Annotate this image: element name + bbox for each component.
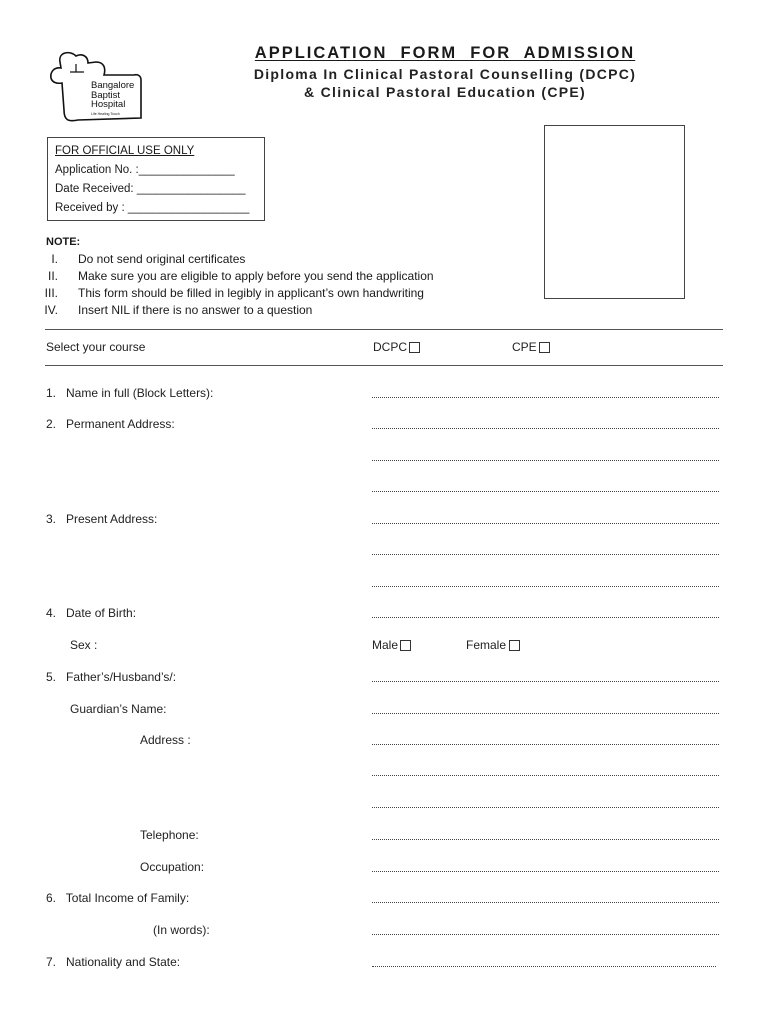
dcpc-option[interactable] <box>373 340 420 354</box>
logo-line: Bangalore <box>91 80 135 91</box>
note-number: III. <box>44 286 58 300</box>
official-use-heading: FOR OFFICIAL USE ONLY <box>55 145 195 157</box>
guardian-name-input-line[interactable] <box>372 713 719 714</box>
family-income-input-line[interactable] <box>372 902 719 903</box>
income-in-words-label: (In words): <box>153 923 210 937</box>
guardian-address-line-1[interactable] <box>372 744 719 745</box>
name-label: 1. Name in full (Block Letters): <box>46 386 214 400</box>
note-number: IV. <box>44 303 58 317</box>
note-number: II. <box>47 269 58 283</box>
note-text: This form should be filled in legibly in applicant’s own handwriting <box>78 286 424 300</box>
nationality-state-input-line[interactable] <box>372 966 716 967</box>
course-label: Select your course <box>46 340 146 354</box>
male-option[interactable] <box>372 638 411 652</box>
dcpc-label: DCPC <box>373 340 408 354</box>
female-checkbox[interactable] <box>509 640 520 651</box>
nationality-state-label: 7. Nationality and State: <box>46 955 181 969</box>
present-address-line-2[interactable] <box>372 554 719 555</box>
form-title: APPLICATION FORM FOR ADMISSION <box>254 44 636 62</box>
note-text: Do not send original certificates <box>78 252 246 266</box>
official-use-box <box>47 137 265 221</box>
sex-label: Sex : <box>70 638 98 652</box>
guardian-address-label: Address : <box>140 733 191 747</box>
logo-tagline: Life Healing Touch <box>91 112 120 116</box>
divider <box>45 329 723 330</box>
occupation-label: Occupation: <box>140 860 205 874</box>
dcpc-checkbox[interactable] <box>409 342 420 353</box>
note-text: Make sure you are eligible to apply before you send the application <box>78 269 434 283</box>
guardian-address-line-3[interactable] <box>372 807 719 808</box>
note-item <box>36 286 424 300</box>
cpe-option[interactable] <box>512 340 550 354</box>
note-item <box>36 252 245 266</box>
dob-label: 4. Date of Birth: <box>46 606 137 620</box>
female-option[interactable] <box>466 638 520 652</box>
date-received-field[interactable]: Date Received: _________________ <box>55 183 246 195</box>
note-number: I. <box>51 252 58 266</box>
occupation-input-line[interactable] <box>372 871 719 872</box>
female-label: Female <box>466 638 507 652</box>
cpe-checkbox[interactable] <box>539 342 550 353</box>
present-address-label: 3. Present Address: <box>46 512 158 526</box>
form-subtitle-2: & Clinical Pastoral Education (CPE) <box>304 84 586 100</box>
note-text: Insert NIL if there is no answer to a question <box>78 303 313 317</box>
note-title: NOTE: <box>46 236 81 248</box>
name-input-line[interactable] <box>372 397 719 398</box>
income-in-words-input-line[interactable] <box>372 934 719 935</box>
telephone-label: Telephone: <box>140 828 199 842</box>
telephone-input-line[interactable] <box>372 839 719 840</box>
dob-input-line[interactable] <box>372 617 719 618</box>
father-husband-label: 5. Father’s/Husband’s/: <box>46 670 177 684</box>
note-item <box>36 269 434 283</box>
guardian-name-label: Guardian’s Name: <box>70 702 167 716</box>
present-address-line-1[interactable] <box>372 523 719 524</box>
present-address-line-3[interactable] <box>372 586 719 587</box>
permanent-address-line-3[interactable] <box>372 491 719 492</box>
note-item <box>36 303 312 317</box>
photo-box[interactable] <box>544 125 685 299</box>
family-income-label: 6. Total Income of Family: <box>46 891 190 905</box>
male-label: Male <box>372 638 399 652</box>
form-subtitle-1: Diploma In Clinical Pastoral Counselling (DCPC) <box>253 66 637 82</box>
guardian-address-line-2[interactable] <box>372 775 719 776</box>
divider <box>45 365 723 366</box>
permanent-address-label: 2. Permanent Address: <box>46 417 175 431</box>
male-checkbox[interactable] <box>400 640 411 651</box>
logo-line: Baptist <box>91 89 121 101</box>
permanent-address-line-2[interactable] <box>372 460 719 461</box>
cpe-label: CPE <box>512 340 537 354</box>
logo-line: Hospital <box>91 99 126 110</box>
received-by-field[interactable]: Received by : ___________________ <box>55 202 250 214</box>
father-husband-input-line[interactable] <box>372 681 719 682</box>
application-number-field[interactable]: Application No. :_______________ <box>55 164 235 176</box>
permanent-address-line-1[interactable] <box>372 428 719 429</box>
